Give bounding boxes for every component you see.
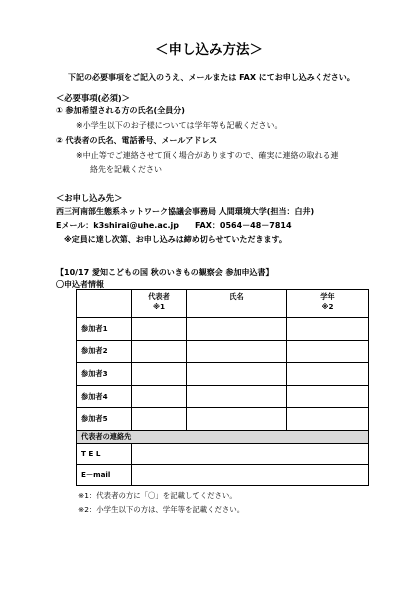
participant-name-cell[interactable] <box>187 408 287 431</box>
required-item-2-note-line1: ※中止等でご連絡させて頂く場合がありますので、確実に連絡の取れる連 <box>76 151 339 160</box>
participant-name-cell[interactable] <box>187 340 287 363</box>
required-item-1: ① 参加希望される方の氏名(全員分) <box>56 106 185 115</box>
participant-rep-cell[interactable] <box>132 340 187 363</box>
participant-label: 参加者3 <box>77 363 132 386</box>
header-rep-note: ※1 <box>153 302 165 311</box>
participant-rep-cell[interactable] <box>132 363 187 386</box>
participant-row-3 <box>77 363 369 386</box>
participant-grade-cell[interactable] <box>287 340 369 363</box>
header-grade <box>287 290 369 318</box>
required-item-2-note-line2: 絡先を記載ください <box>90 165 162 174</box>
participant-row-1 <box>77 318 369 341</box>
participant-row-4 <box>77 385 369 408</box>
participant-label: 参加者5 <box>77 408 132 431</box>
application-deadline: ※定員に達し次第、お申し込みは締め切らせていただきます。 <box>64 235 287 244</box>
participant-rep-cell[interactable] <box>132 408 187 431</box>
participant-grade-cell[interactable] <box>287 408 369 431</box>
participant-row-2 <box>77 340 369 363</box>
participant-rep-cell[interactable] <box>132 385 187 408</box>
participant-rep-cell[interactable] <box>132 318 187 341</box>
participant-label: 参加者1 <box>77 318 132 341</box>
rep-contact-label: 代表者の連絡先 <box>77 430 369 443</box>
form-header-row <box>77 290 369 318</box>
form-section-heading: 〇申込者情報 <box>56 280 104 289</box>
participant-label: 参加者2 <box>77 340 132 363</box>
participant-name-cell[interactable] <box>187 385 287 408</box>
participant-row-5 <box>77 408 369 431</box>
rep-contact-row <box>77 430 369 443</box>
email-input-cell[interactable] <box>132 464 369 485</box>
header-grade-label: 学年 <box>320 292 335 301</box>
footnote-1: ※1：代表者の方に「〇」を記載してください。 <box>78 491 237 500</box>
participant-grade-cell[interactable] <box>287 318 369 341</box>
tel-input-cell[interactable] <box>132 443 369 464</box>
application-heading: ＜お申し込み先＞ <box>56 193 123 203</box>
email-label: E－mail <box>77 464 132 485</box>
tel-row <box>77 443 369 464</box>
participant-grade-cell[interactable] <box>287 385 369 408</box>
footnote-2: ※2：小学生以下の方は、学年等を記載ください。 <box>78 505 245 514</box>
header-name: 氏名 <box>187 290 287 318</box>
form-title: 【10/17 愛知こどもの国 秋のいきもの観察会 参加申込書】 <box>56 268 274 277</box>
tel-label: T E L <box>77 443 132 464</box>
application-org: 西三河南部生態系ネットワーク協議会事務局 人間環境大学(担当：白井) <box>56 207 315 216</box>
header-rep-label: 代表者 <box>148 292 170 301</box>
application-form-table <box>76 289 369 486</box>
page-title: ＜申し込み方法＞ <box>155 42 263 58</box>
required-heading: ＜必要事項(必須)＞ <box>56 93 130 103</box>
participant-name-cell[interactable] <box>187 363 287 386</box>
email-row <box>77 464 369 485</box>
required-item-1-note: ※小学生以下のお子様については学年等も記載ください。 <box>76 121 283 130</box>
required-item-2: ② 代表者の氏名、電話番号、メールアドレス <box>56 136 218 145</box>
application-contact: Eメール：k3shirai@uhe.ac.jp FAX：0564－48－7814 <box>56 221 292 230</box>
header-blank <box>77 290 132 318</box>
header-grade-note: ※2 <box>321 302 334 311</box>
participant-label: 参加者4 <box>77 385 132 408</box>
intro-text: 下記の必要事項をご記入のうえ、メールまたは FAX にてお申し込みください。 <box>68 73 355 82</box>
participant-name-cell[interactable] <box>187 318 287 341</box>
header-representative <box>132 290 187 318</box>
participant-grade-cell[interactable] <box>287 363 369 386</box>
